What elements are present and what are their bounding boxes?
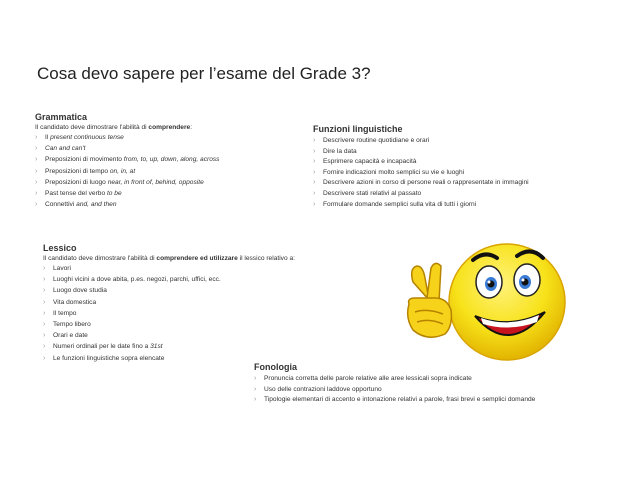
list-item: › Formulare domande semplici sulla vita di tutti i giorni	[313, 200, 529, 211]
list-item: › Luogo dove studia	[43, 285, 295, 296]
list-item: › Dire la data	[313, 147, 529, 158]
lessico-section	[43, 243, 295, 364]
list-item: › Preposizioni di luogo near, in front of, behind, opposite	[35, 177, 219, 188]
face-shape	[449, 244, 565, 360]
list-item: › Orari e date	[43, 330, 295, 341]
peace-hand	[408, 263, 452, 337]
list-item: › Luoghi vicini a dove abita, p.es. negozi, parchi, uffici, ecc.	[43, 274, 295, 285]
list-item: › Descrivere stati relativi al passato	[313, 189, 529, 200]
lessico-intro: Il candidato deve dimostrare l'abilità di comprendere ed utilizzare il lessico relativo a:	[43, 255, 295, 262]
list-item: › Esprimere capacità e incapacità	[313, 157, 529, 168]
lessico-heading: Lessico	[43, 243, 77, 253]
funzioni-section	[313, 124, 529, 210]
slide-title: Cosa devo sapere per l’esame del Grade 3?	[37, 64, 371, 83]
fonologia-heading: Fonologia	[254, 362, 297, 372]
list-item: › Tipologie elementari di accento e intonazione relativi a parole, frasi brevi e semplici domande	[254, 395, 535, 406]
funzioni-heading: Funzioni linguistiche	[313, 124, 403, 134]
list-item: › Fornire indicazioni molto semplici su vie e luoghi	[313, 168, 529, 179]
grammatica-section	[35, 112, 219, 210]
list-item: › Il present continuous tense	[35, 132, 219, 143]
list-item: › Le funzioni linguistiche sopra elencate	[43, 353, 295, 364]
winking-smiley-icon	[405, 238, 575, 388]
grammatica-heading: Grammatica	[35, 112, 88, 122]
list-item: › Past tense del verbo to be	[35, 188, 219, 199]
list-item: › Preposizioni di tempo on, in, at	[35, 166, 219, 177]
list-item: › Can and can't	[35, 143, 219, 154]
list-item: › Preposizioni di movimento from, to, up, down, along, across	[35, 154, 219, 165]
lessico-list	[43, 263, 295, 364]
list-item: › Uso delle contrazioni laddove opportuno	[254, 385, 535, 396]
list-item: › Connettivi and, and then	[35, 199, 219, 210]
list-item: › Pronuncia corretta delle parole relative alle aree lessicali sopra indicate	[254, 374, 535, 385]
list-item: › Numeri ordinali per le date fino a 31st	[43, 341, 295, 352]
list-item: › Vita domestica	[43, 297, 295, 308]
list-item: › Lavori	[43, 263, 295, 274]
list-item: › Tempo libero	[43, 319, 295, 330]
grammatica-intro: Il candidato deve dimostrare l'abilità di comprendere:	[35, 124, 193, 131]
list-item: › Il tempo	[43, 308, 295, 319]
list-item: › Descrivere routine quotidiane e orari	[313, 136, 529, 147]
list-item: › Descrivere azioni in corso di persone reali o rappresentate in immagini	[313, 178, 529, 189]
grammatica-list	[35, 132, 219, 210]
funzioni-list	[313, 136, 529, 210]
